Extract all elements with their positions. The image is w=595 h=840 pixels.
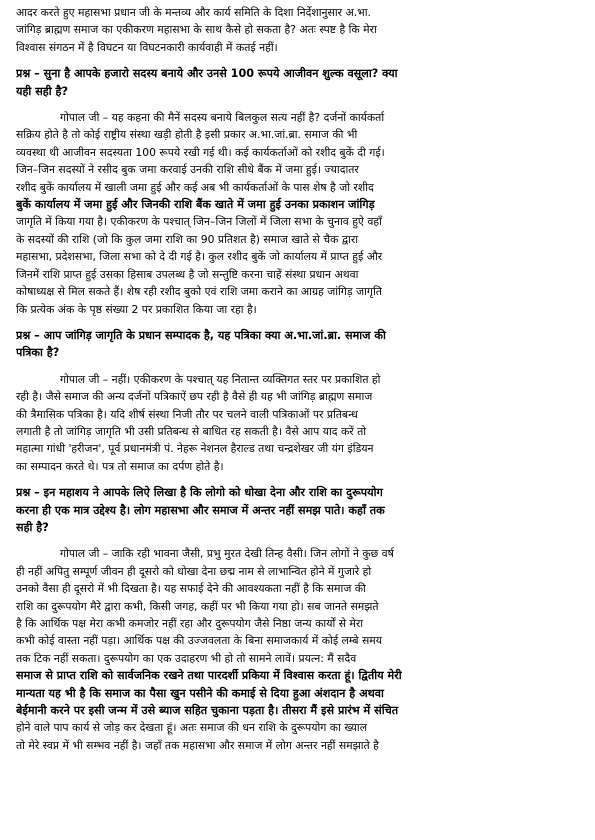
text-line: मान्यता यह भी है कि समाज का पैसा खुन पसीने की कमाई से दिया हुआ अंशदान है अथवा (16, 686, 384, 700)
text-line: महात्मा गांधी 'हरीजन', पूर्व प्रधानमंत्री पं. नेहरू नेशनल हैराल्ड तथा चन्द्रशेखर जी यंग इंडियन (16, 442, 374, 456)
text-line: के सदस्यों की राशि (जो कि कुल जमा राशि का 90 प्रतिशत है) समाज खाते से चैक द्वारा (16, 232, 359, 246)
question-line: करना ही एक मात्र उद्देश्य है। लोग महासभा और समाज में अन्तर नहीं समझ पाते। कहाँ तक (16, 503, 385, 517)
text-line: जिन–जिन सदस्यों ने रसीद बुक जमा करवाई उनकी राशि सीधे बैंक में जमा हुई। ज्यादातर (16, 163, 359, 177)
text-line: राशि का दुरूपयोग मैरे द्वारा कभी, किसी जगह, कहीं पर भी किया गया हो। सब जानते समझते (16, 599, 379, 613)
text-line: जिनमें राशि प्राप्त हुई उसका हिसाब उपलब्ध है जो सन्तुष्टि करना चाहें संस्था प्रधान अथवा (16, 267, 359, 281)
answer-2 (16, 371, 581, 475)
answer-3 (16, 545, 581, 754)
answer-1 (16, 109, 581, 318)
question-line: सही है? (16, 520, 49, 534)
text-line: महासभा, प्रदेशसभा, जिला सभा को दे दी गई है। कुल रशीद बुकें जो कार्यालय में प्राप्त हुई और (16, 250, 383, 264)
question-1 (16, 65, 581, 100)
text-line: होने वाले पाप कार्य से जोड़ कर देखता हूं। अतः समाज की धन राशि के दुरूपयोग का ख्याल (16, 721, 368, 735)
text-line: कि प्रत्येक अंक के पृष्ठ संख्या 2 पर प्रकाशित किया जा रहा है। (16, 302, 257, 316)
text-line: कभी कोई वास्ता नहीं पड़ा। आर्थिक पक्ष की उज्जवलता के बिना समाजकार्य में कोई लम्बे समय (16, 634, 382, 648)
question-line: पत्रिका है? (16, 346, 60, 360)
text-line: लगाती है तो जांगिड़ जागृति भी उसी प्रतिबन्ध से बाधित रह सकती है। वैसे आप याद करें तो (16, 424, 367, 438)
text-line: गोपाल जी – यह कहना की मैनें सदस्य बनाये बिलकुल सत्य नहीं है? दर्जनों कार्यकर्ता (60, 111, 385, 125)
text-line: तक टिक नहीं सकता। दुरूपयोग का एक उदाहरण भी हो तो सामने लावें। प्रयत्न: मैं सदैव (16, 651, 357, 665)
text-line: आदर करते हुए महासभा प्रधान जी के मन्तव्य और कार्य समिति के दिशा निर्देशानुसार अ.भा. (16, 6, 371, 19)
text-line: बेईमानी करने पर इसी जन्म में उसे ब्याज सहित चुकाना पड़ता है। तीसरा मैं इसे प्रारंभ में संचित (16, 704, 399, 718)
question-line: यही सही है? (16, 84, 68, 98)
text-line: ही नहीं अपितु सम्पूर्ण जीवन ही दूसरो को धोखा देना छद्म नाम से लाभान्वित होने में गुजारे हो (16, 564, 372, 578)
text-line: तो मेरे स्वप्न में भी सम्भव नहीं है। जहाँ तक महासभा और समाज में लोग अन्तर नहीं समझाते है (16, 738, 379, 752)
text-line: की त्रैमासिक पत्रिका है। यदि शीर्ष संस्था निजी तौर पर चलने वाली पत्रिकाओं पर प्रतिबन्ध (16, 407, 358, 421)
intro-paragraph (16, 4, 581, 56)
text-line: समाज से प्राप्त राशि को सार्वजनिक रखने तथा पारदर्शी प्रकिया में विश्वास करता हूं। द्वितीय मेरी (16, 669, 402, 683)
text-line: गोपाल जी – जाकि रही भावना जैसी, प्रभु मुरत देखी तिन्ह वैसी। जिन लोगों ने कुछ वर्ष (60, 547, 394, 561)
text-line: उनको वैसा ही दूसरो में भी दिखता है। यह सफाई देने की आवश्यकता नहीं है कि समाज की (16, 582, 366, 596)
text-line: बुकें कार्यालय में जमा हुई और जिनकी राशि बैंक खाते में जमा हुई उनका प्रकाशन जांगिड़ (16, 198, 375, 212)
text-line: जागृति में किया गया है। एकीकरण के पश्चात् जिन–जिन जिलों में जिला सभा के चुनाव हुऐ वहाँ (16, 215, 382, 229)
text-line: जांगिड़ ब्राह्मण समाज का एकीकरण महासभा के साथ कैसे हो सकता है? अतः स्पष्ट है कि मेरा (16, 23, 377, 37)
question-2 (16, 327, 581, 362)
text-line: रही है। जैसे समाज की अन्य दर्जनों पत्रिकाऐं छप रही है वैसे ही यह भी जांगिड़ ब्राह्मण समाज (16, 390, 373, 404)
text-line: विश्वास संगठन में है विघटन या विघटनकारी कार्यवाही में कतई नहीं। (16, 40, 278, 54)
text-line: कोषाध्यक्ष से मिल सकते हैं। शेष रही रशीद बुको एवं राशि जमा कराने का आग्रह जांगिड़ जागृति (16, 285, 382, 299)
question-line: प्रश्न – सुना है आपके हजारो सदस्य बनाये और उनसे 100 रूपये आजीवन शुल्क वसूला? क्या (16, 67, 398, 81)
text-line: का सम्पादन करते थे। पत्र तो समाज का दर्पण होते है। (16, 459, 224, 473)
question-3 (16, 484, 581, 536)
text-line: व्यवस्था थी आजीवन सदस्यता 100 रूपये रखी गई थी। कई कार्यकर्ताओं को रशीद बुकें दी गई। (16, 145, 385, 159)
text-line: है कि आर्थिक पक्ष मेरा कभी कमजोर नहीं रहा और दुरूपयोग जैसे निष्ठा जन्य कार्यों से मेरा (16, 617, 364, 630)
question-line: प्रश्न – आप जांगिड़ जागृति के प्रधान सम्पादक है, यह पत्रिका क्या अ.भा.जां.ब्रा. समाज की (16, 328, 386, 342)
text-line: सक्रिय होते है तो कोई राष्ट्रीय संस्था खड़ी होती है इसी प्रकार अ.भा.जां.ब्रा. समाज की भी (16, 128, 358, 142)
text-line: गोपाल जी – नहीं। एकीकरण के पश्चात् यह नितान्त व्यक्तिगत स्तर पर प्रकाशित हो (60, 372, 381, 386)
question-line: प्रश्न – इन महाशय ने आपके लिऐ लिखा है कि लोगो को धोखा देना और राशि का दुरूपयोग (16, 486, 383, 500)
text-line: रशीद बुकें कार्यालय में खाली जमा हुई और कई अब भी कार्यकर्ताओं के पास शेष है जो रशीद (16, 180, 374, 194)
